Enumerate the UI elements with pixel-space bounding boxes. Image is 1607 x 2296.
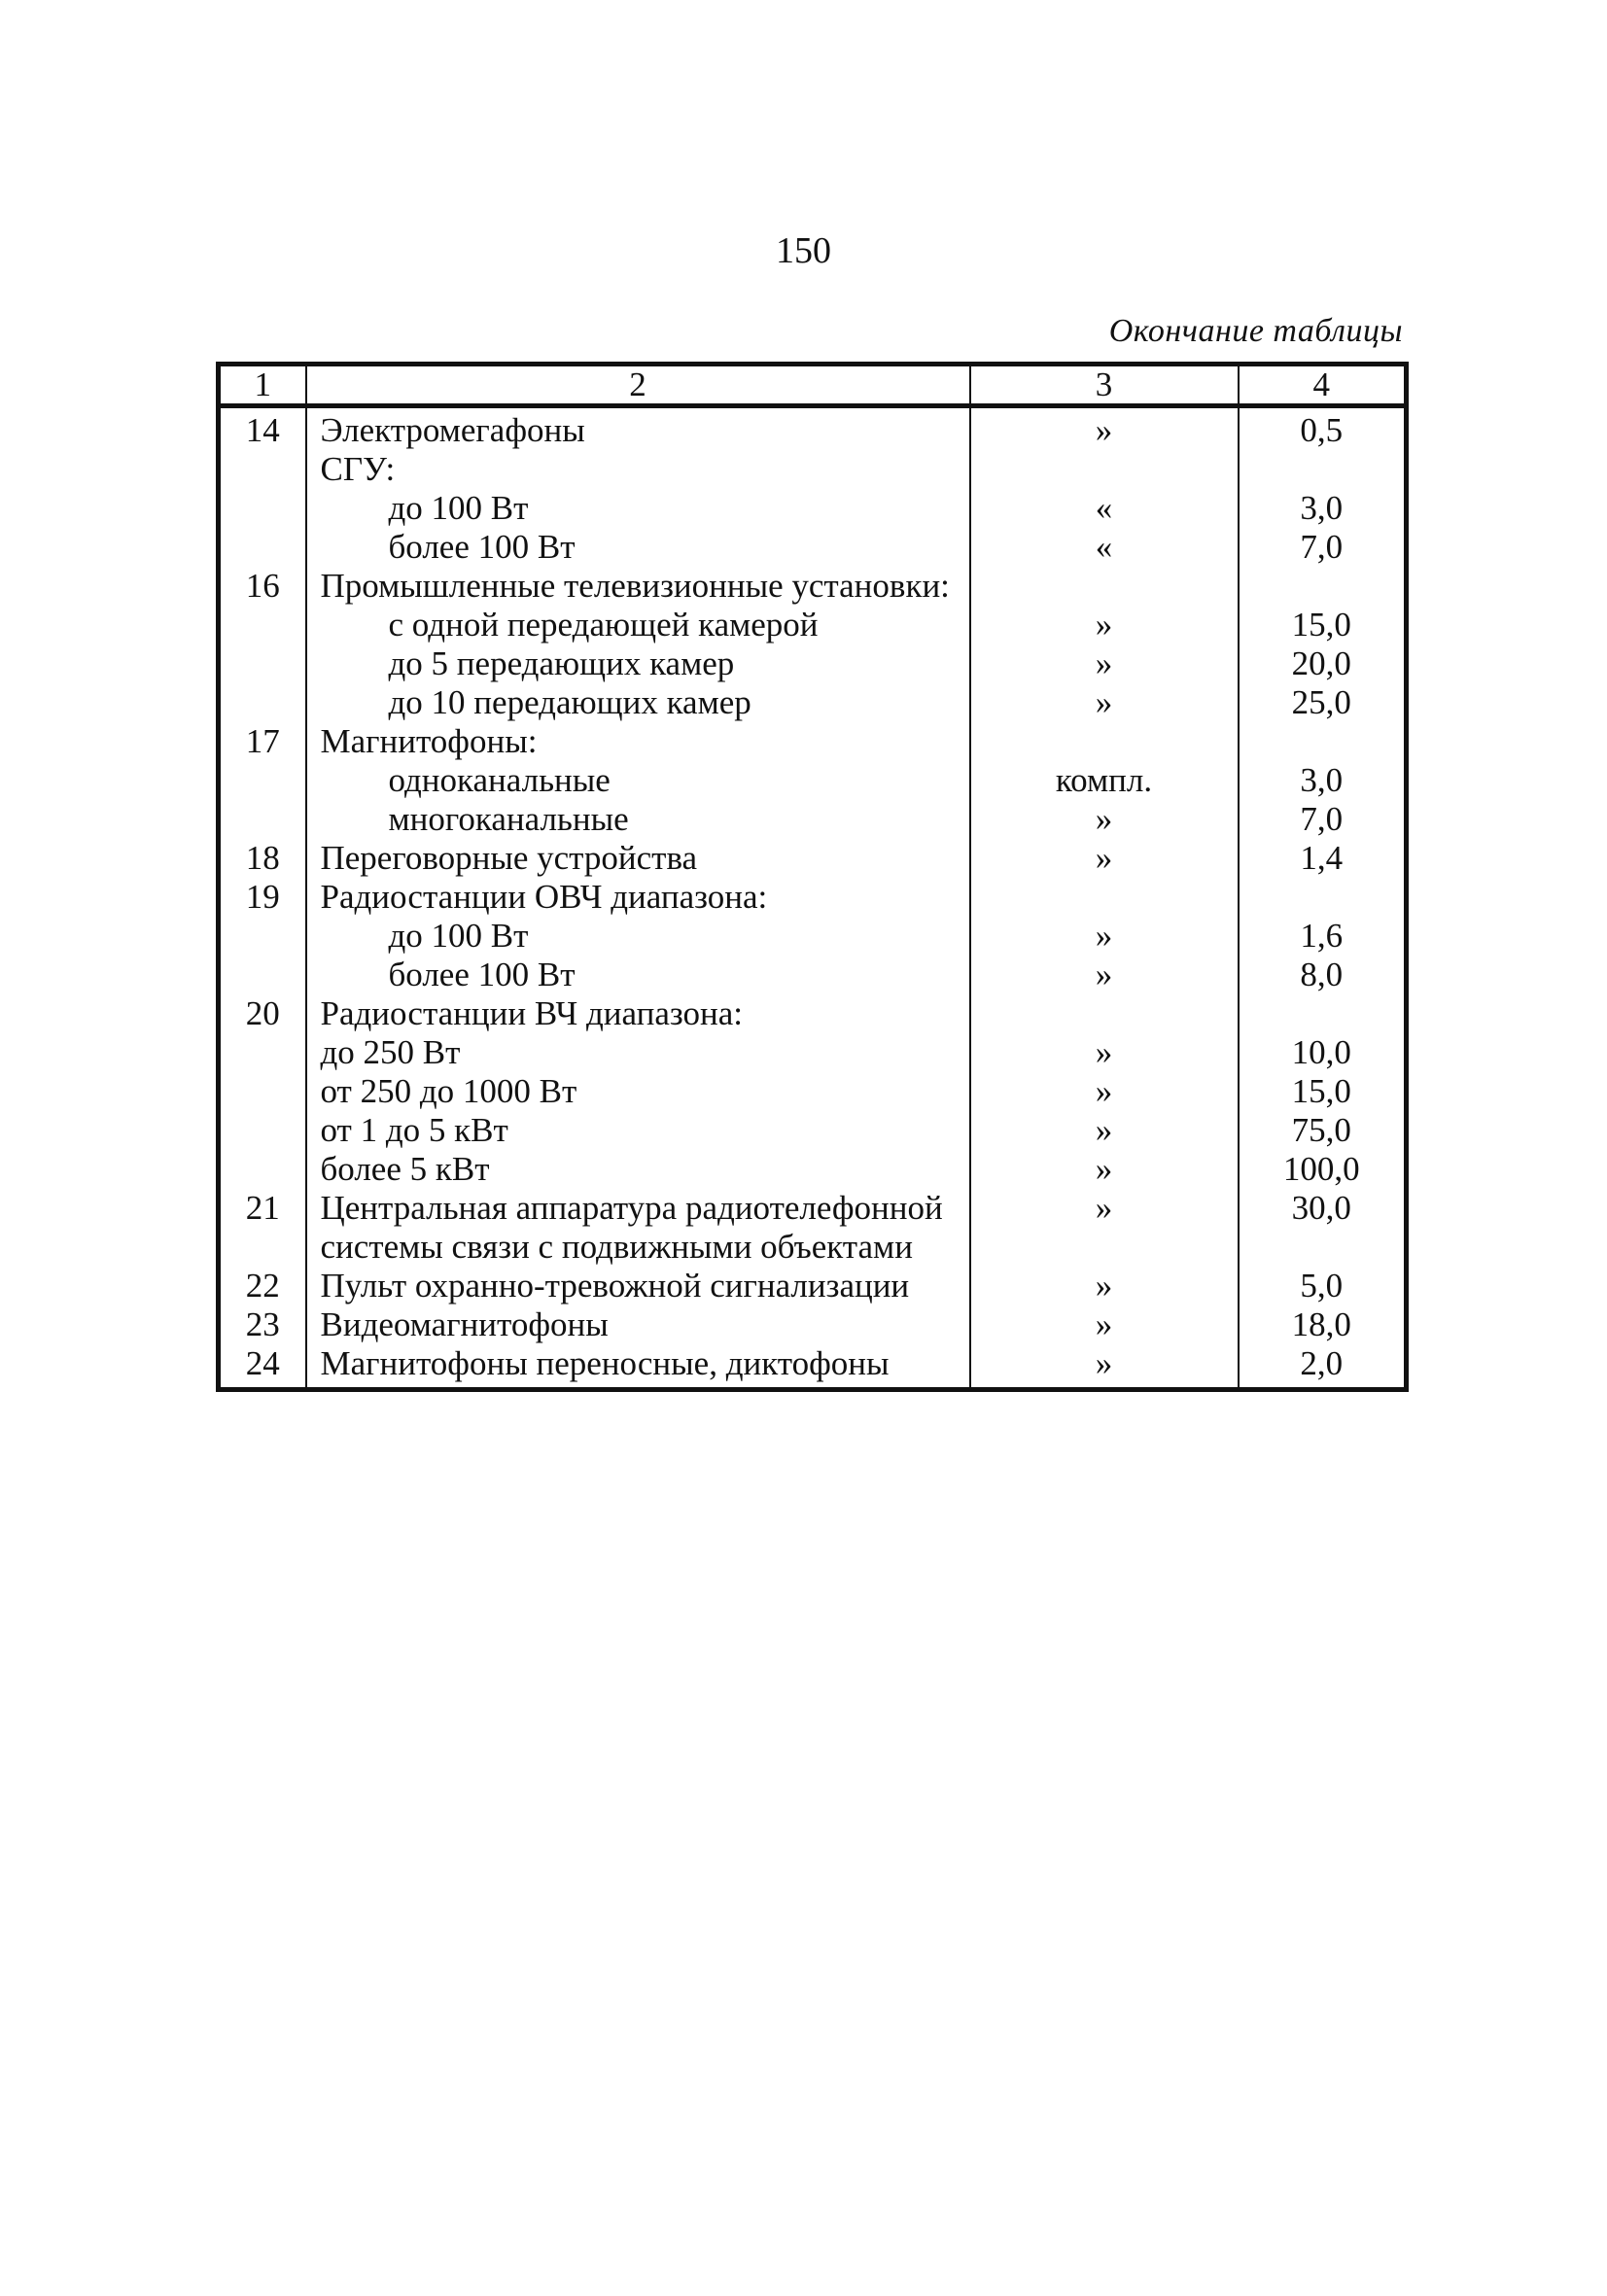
- row-value: 15,0: [1239, 606, 1407, 644]
- row-name: до 10 передающих камер: [306, 683, 970, 722]
- row-number: 18: [245, 839, 280, 877]
- row-number: [219, 1072, 306, 1111]
- table-row: [219, 606, 1407, 644]
- row-name: Центральная аппаратура радиотелефонной системы связи с подвижными объектами: [306, 1189, 970, 1267]
- row-value: [1239, 722, 1407, 761]
- row-number: [219, 644, 306, 683]
- table-row: [219, 839, 1407, 878]
- row-name: с одной передающей камерой: [306, 606, 970, 644]
- row-unit: »: [970, 1344, 1239, 1390]
- row-value: 20,0: [1239, 644, 1407, 683]
- row-number: 20: [245, 994, 280, 1032]
- row-unit: »: [970, 917, 1239, 956]
- table-row: [219, 1267, 1407, 1305]
- row-name: одноканальные: [306, 761, 970, 800]
- row-unit: »: [970, 800, 1239, 839]
- row-name: более 100 Вт: [306, 956, 970, 994]
- table-row: [219, 489, 1407, 528]
- row-value: 75,0: [1239, 1111, 1407, 1150]
- row-value: 1,4: [1239, 839, 1407, 878]
- row-number: [219, 489, 306, 528]
- row-value: 25,0: [1239, 683, 1407, 722]
- row-value: [1239, 994, 1407, 1033]
- row-number: [219, 606, 306, 644]
- row-unit: »: [970, 1189, 1239, 1267]
- row-unit: »: [970, 606, 1239, 644]
- row-name: более 5 кВт: [306, 1150, 970, 1189]
- row-name: Радиостанции ВЧ диапазона:: [306, 994, 970, 1033]
- row-number: [219, 1111, 306, 1150]
- table-row: [219, 1072, 1407, 1111]
- row-unit: »: [970, 1267, 1239, 1305]
- table-row: [219, 956, 1407, 994]
- table-header-row: [219, 365, 1407, 406]
- row-value: 1,6: [1239, 917, 1407, 956]
- row-unit: »: [970, 1305, 1239, 1344]
- row-name: до 250 Вт: [306, 1033, 970, 1072]
- table-row: [219, 1344, 1407, 1390]
- equipment-table: [216, 362, 1409, 1392]
- table-row: [219, 1150, 1407, 1189]
- column-header-4: 4: [1239, 365, 1407, 406]
- row-name: Радиостанции ОВЧ диапазона:: [306, 878, 970, 917]
- row-unit: »: [970, 1150, 1239, 1189]
- row-unit: [970, 878, 1239, 917]
- row-number: 22: [245, 1267, 280, 1305]
- row-name: более 100 Вт: [306, 528, 970, 567]
- row-unit: »: [970, 1072, 1239, 1111]
- row-value: 7,0: [1239, 800, 1407, 839]
- row-value: 18,0: [1239, 1305, 1407, 1344]
- row-number: [219, 450, 306, 489]
- row-number: 23: [245, 1305, 280, 1343]
- row-number: 17: [245, 722, 280, 760]
- row-name: многоканальные: [306, 800, 970, 839]
- row-name: до 5 передающих камер: [306, 644, 970, 683]
- row-number: [219, 761, 306, 800]
- row-value: 30,0: [1239, 1189, 1407, 1267]
- column-header-1: 1: [219, 365, 306, 406]
- row-number: 14: [245, 411, 280, 449]
- row-unit: »: [970, 683, 1239, 722]
- row-value: 8,0: [1239, 956, 1407, 994]
- row-value: [1239, 878, 1407, 917]
- row-number: [219, 1033, 306, 1072]
- row-unit: [970, 994, 1239, 1033]
- column-header-3: 3: [970, 365, 1239, 406]
- row-value: [1239, 567, 1407, 606]
- row-name: Пульт охранно-тревожной сигнализации: [306, 1267, 970, 1305]
- row-name: Видеомагнитофоны: [306, 1305, 970, 1344]
- row-number: [219, 683, 306, 722]
- table-body: [219, 406, 1407, 1390]
- table-row: [219, 450, 1407, 489]
- row-number: [219, 956, 306, 994]
- table-row: [219, 644, 1407, 683]
- row-number: [219, 1150, 306, 1189]
- row-name: Магнитофоны:: [306, 722, 970, 761]
- row-name: Переговорные устройства: [306, 839, 970, 878]
- row-unit: «: [970, 528, 1239, 567]
- row-value: 15,0: [1239, 1072, 1407, 1111]
- row-unit: »: [970, 1111, 1239, 1150]
- table-row: [219, 1111, 1407, 1150]
- table-caption: Окончание таблицы: [1108, 313, 1403, 349]
- row-number: [219, 528, 306, 567]
- table-row: [219, 800, 1407, 839]
- row-value: 100,0: [1239, 1150, 1407, 1189]
- row-value: 10,0: [1239, 1033, 1407, 1072]
- row-unit: »: [970, 956, 1239, 994]
- table-row: [219, 1305, 1407, 1344]
- row-unit: компл.: [970, 761, 1239, 800]
- row-number: [219, 917, 306, 956]
- row-value: 5,0: [1239, 1267, 1407, 1305]
- row-number: 16: [245, 567, 280, 605]
- table-row: [219, 722, 1407, 761]
- table-row: [219, 683, 1407, 722]
- table-row: [219, 406, 1407, 451]
- table-row: [219, 567, 1407, 606]
- row-unit: »: [970, 644, 1239, 683]
- row-name: СГУ:: [306, 450, 970, 489]
- row-number: 19: [245, 878, 280, 916]
- table-row: [219, 528, 1407, 567]
- row-number: [219, 800, 306, 839]
- row-number: 24: [245, 1344, 280, 1382]
- row-name: Промышленные телевизионные установки:: [306, 567, 970, 606]
- table-row: [219, 994, 1407, 1033]
- row-name: Магнитофоны переносные, диктофоны: [306, 1344, 970, 1390]
- row-name: от 250 до 1000 Вт: [306, 1072, 970, 1111]
- table-row: [219, 878, 1407, 917]
- row-value: 2,0: [1239, 1344, 1407, 1390]
- row-name: Электромегафоны: [306, 406, 970, 451]
- row-value: 3,0: [1239, 761, 1407, 800]
- row-unit: [970, 722, 1239, 761]
- column-header-2: 2: [306, 365, 970, 406]
- row-unit: «: [970, 489, 1239, 528]
- row-unit: »: [970, 839, 1239, 878]
- row-value: [1239, 450, 1407, 489]
- table-row: [219, 761, 1407, 800]
- row-number: 21: [245, 1189, 280, 1227]
- row-unit: [970, 450, 1239, 489]
- row-value: 7,0: [1239, 528, 1407, 567]
- page-number: 150: [776, 230, 831, 271]
- row-value: 0,5: [1239, 406, 1407, 451]
- table-row: [219, 1189, 1407, 1267]
- row-value: 3,0: [1239, 489, 1407, 528]
- row-unit: [970, 567, 1239, 606]
- row-unit: »: [970, 1033, 1239, 1072]
- row-name: до 100 Вт: [306, 489, 970, 528]
- row-name: до 100 Вт: [306, 917, 970, 956]
- table-row: [219, 1033, 1407, 1072]
- table-row: [219, 917, 1407, 956]
- row-unit: »: [970, 406, 1239, 451]
- row-name: от 1 до 5 кВт: [306, 1111, 970, 1150]
